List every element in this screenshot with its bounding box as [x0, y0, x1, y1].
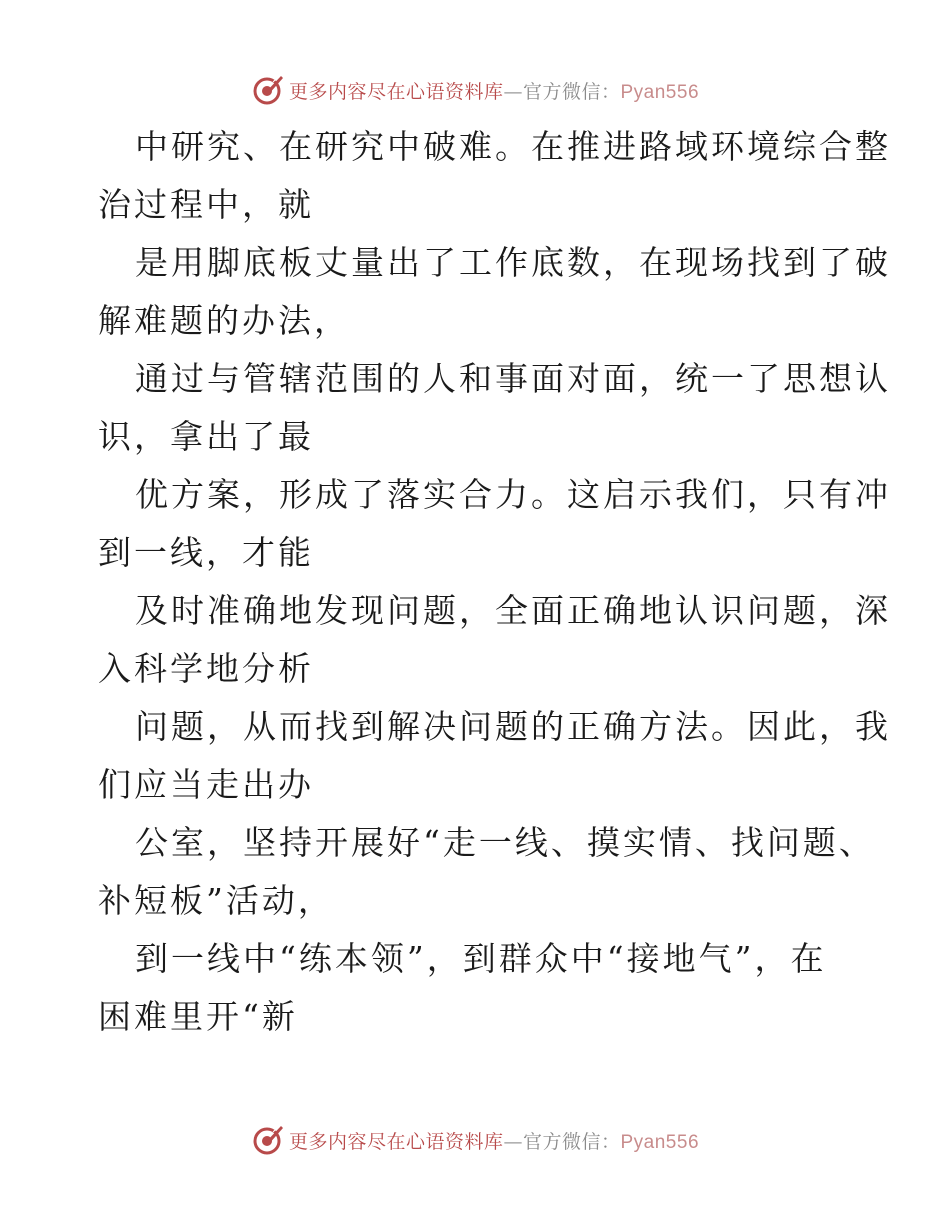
paragraph-line: 公室，坚持开展好“走一线、摸实情、找问题、	[135, 823, 875, 862]
paragraph	[98, 350, 891, 466]
watermark-main-text: 更多内容尽在心语资料库	[288, 1130, 504, 1153]
paragraph-line: 及时准确地发现问题，全面正确地认识问题，深	[135, 591, 891, 630]
watermark-main-text: 更多内容尽在心语资料库	[288, 80, 504, 103]
paragraph	[98, 930, 858, 1046]
watermark-dash: —	[503, 80, 523, 103]
paragraph-line: 到一线，才能	[98, 533, 314, 572]
paragraph-line: 入科学地分析	[98, 649, 314, 688]
footer-watermark	[0, 1120, 950, 1160]
quill-circle-logo-icon	[251, 73, 285, 107]
paragraph	[98, 234, 891, 350]
paragraph-line: 问题，从而找到解决问题的正确方法。因此，我	[135, 707, 891, 746]
watermark-wechat-label: 官方微信：	[522, 80, 621, 103]
document-body	[98, 118, 891, 1046]
paragraph-line: 是用脚底板丈量出了工作底数，在现场找到了破	[135, 243, 891, 282]
watermark-text	[289, 1127, 699, 1154]
watermark-wechat-id: Pyan556	[620, 1131, 700, 1153]
paragraph-line: 们应当走出办	[98, 765, 314, 804]
header-watermark	[0, 70, 950, 110]
watermark-wechat-label: 官方微信：	[522, 1130, 621, 1153]
paragraph	[98, 466, 891, 582]
paragraph-line: 识，拿出了最	[98, 417, 314, 456]
paragraph-line: 困难里开“新	[98, 997, 298, 1036]
paragraph-line: 通过与管辖范围的人和事面对面，统一了思想认	[135, 359, 891, 398]
paragraph-line: 中研究、在研究中破难。在推进路域环境综合整	[135, 127, 891, 166]
paragraph	[98, 698, 891, 814]
paragraph-line: 优方案，形成了落实合力。这启示我们，只有冲	[135, 475, 891, 514]
watermark-dash: —	[503, 1130, 523, 1153]
watermark-text	[289, 77, 699, 104]
paragraph	[98, 582, 891, 698]
paragraph	[98, 814, 875, 930]
paragraph-line: 补短板”活动，	[98, 881, 334, 920]
watermark-wechat-id: Pyan556	[620, 81, 700, 103]
paragraph-line: 治过程中，就	[98, 185, 314, 224]
paragraph-line: 到一线中“练本领”，到群众中“接地气”，在	[135, 939, 827, 978]
paragraph-line: 解难题的办法，	[98, 301, 350, 340]
paragraph	[98, 118, 891, 234]
quill-circle-logo-icon	[251, 1123, 285, 1157]
